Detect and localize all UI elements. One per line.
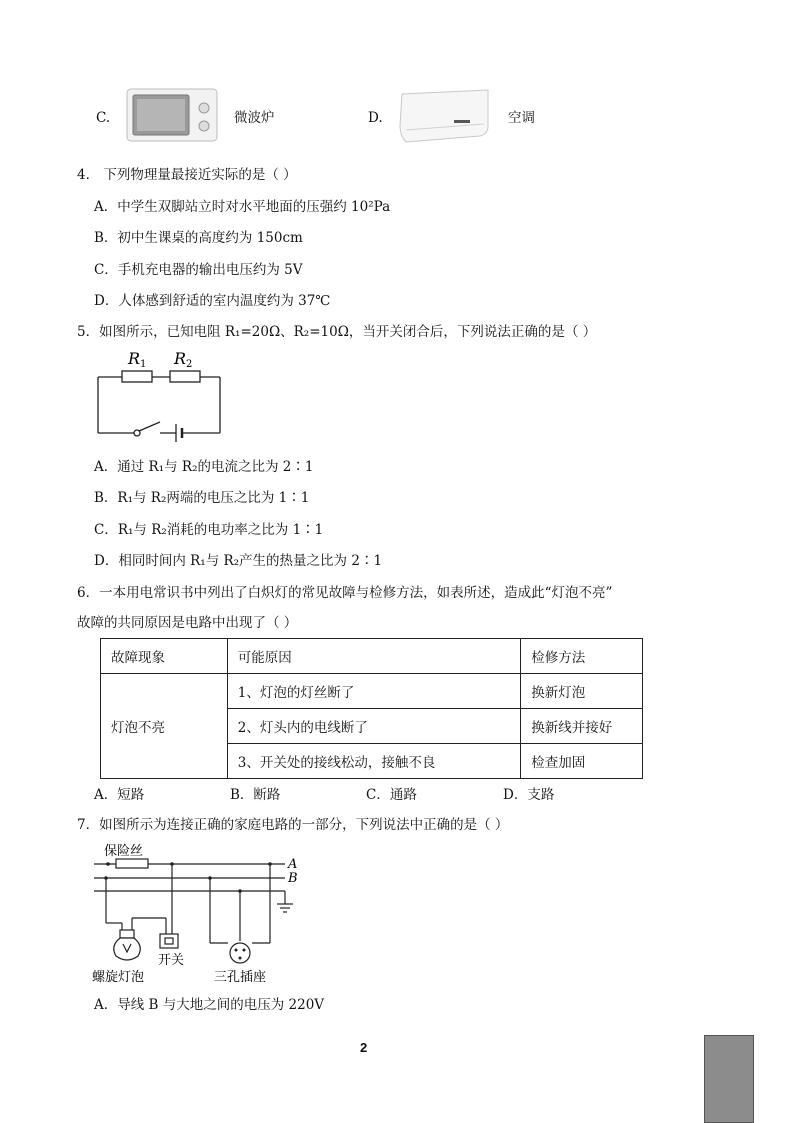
q6-option-c: C．通路 [366,787,417,803]
r1-subscript: 1 [140,359,147,370]
fault-table [100,638,643,779]
q4-option-d: D．人体感到舒适的室内温度约为 37℃ [94,293,331,309]
q4-option-a: A．中学生双脚站立时对水平地面的压强约 10²Pa [94,199,391,215]
q5-option-d: D．相同时间内 R₁与 R₂产生的热量之比为 2∶1 [94,553,383,569]
line-a-label: A [288,857,298,872]
socket-label: 三孔插座 [214,970,267,985]
q4-stem: 4． 下列物理量最接近实际的是（ ） [77,167,297,183]
q6-stem-line2: 故障的共同原因是电路中出现了（ ） [77,615,298,631]
q5-option-c: C．R₁与 R₂消耗的电功率之比为 1∶1 [94,522,324,538]
r2-label: R [174,349,187,368]
header-cause: 可能原因 [227,639,520,674]
table-row [101,674,643,709]
page-number: 2 [360,1040,368,1055]
bulb-label: 螺旋灯泡 [92,970,145,985]
cause-cell: 2、灯头内的电线断了 [227,709,520,744]
switch-label: 开关 [158,953,185,968]
r1-label: R [128,349,141,368]
q7-stem: 7．如图所示为连接正确的家庭电路的一部分，下列说法中正确的是（ ） [77,817,509,833]
fix-cell: 换新灯泡 [521,674,643,709]
header-symptom: 故障现象 [101,639,228,674]
air-conditioner-icon [396,86,492,146]
gray-block [704,1035,754,1123]
option-c-label: 微波炉 [234,110,275,126]
q6-option-a: A．短路 [94,787,145,803]
q5-option-a: A．通过 R₁与 R₂的电流之比为 2∶1 [94,459,314,475]
q4-option-b: B．初中生课桌的高度约为 150cm [94,230,303,246]
microwave-icon [126,86,218,144]
option-d-letter: D. [368,110,383,126]
header-fix: 检修方法 [521,639,643,674]
q5-stem: 5．如图所示，已知电阻 R₁=20Ω、R₂=10Ω，当开关闭合后，下列说法正确的是（ ） [77,324,597,340]
cause-cell: 1、灯泡的灯丝断了 [227,674,520,709]
q6-option-b: B．断路 [230,787,281,803]
cause-cell: 3、开关处的接线松动，接触不良 [227,744,520,779]
household-circuit-diagram [80,838,310,988]
fix-cell: 检查加固 [521,744,643,779]
fuse-label: 保险丝 [104,844,144,859]
option-d-label: 空调 [508,110,535,126]
r2-subscript: 2 [186,359,193,370]
line-b-label: B [288,871,298,886]
q4-option-c: C．手机充电器的输出电压约为 5V [94,262,303,278]
series-circuit-diagram [92,345,228,445]
q6-stem-line1: 6．一本用电常识书中列出了白炽灯的常见故障与检修方法，如表所述，造成此“灯泡不亮” [77,585,613,601]
symptom-cell: 灯泡不亮 [101,674,228,779]
q5-option-b: B．R₁与 R₂两端的电压之比为 1∶1 [94,490,310,506]
option-c-letter: C. [96,110,111,126]
q6-option-d: D．支路 [503,787,555,803]
table-header-row [101,639,643,674]
fix-cell: 换新线并接好 [521,709,643,744]
q7-option-a: A．导线 B 与大地之间的电压为 220V [94,997,325,1013]
